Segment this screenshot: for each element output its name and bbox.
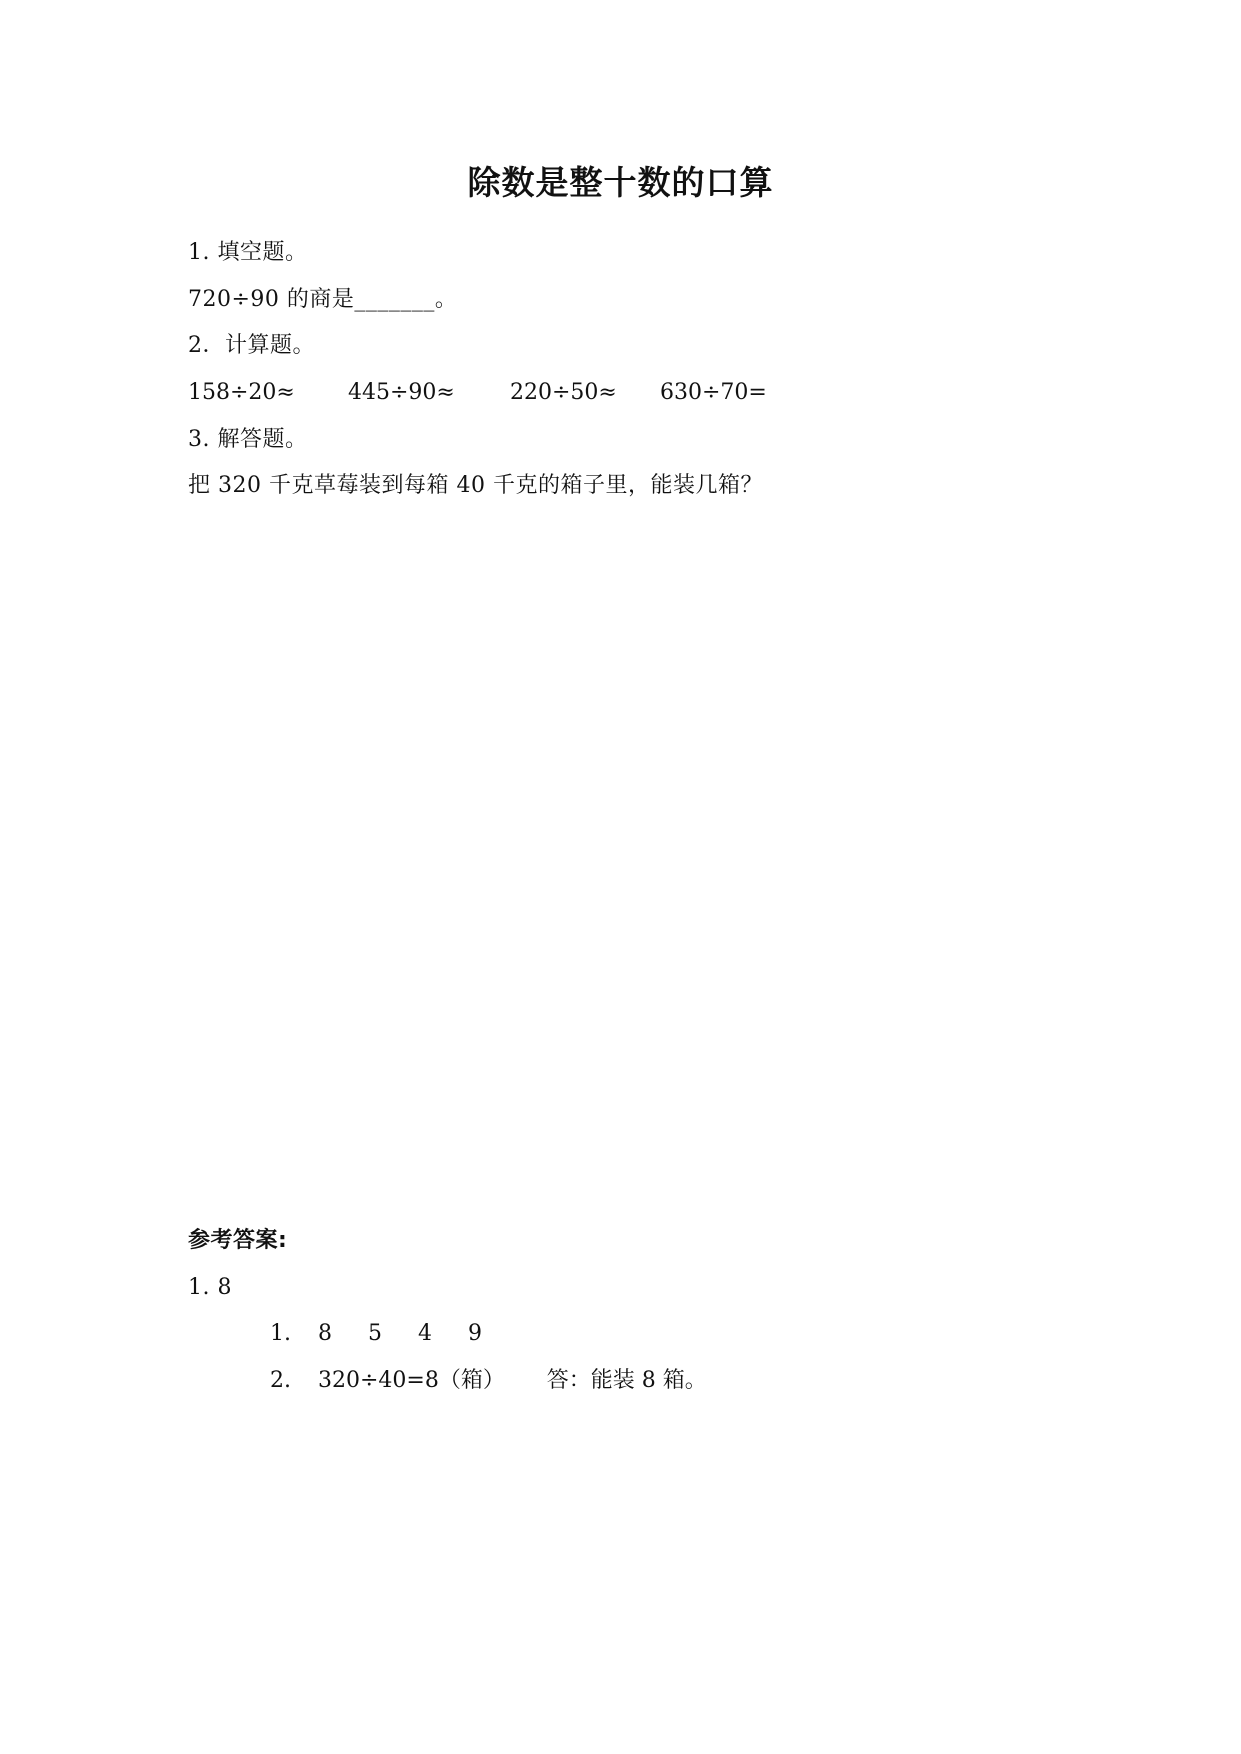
page-title: 除数是整十数的口算 — [467, 163, 774, 202]
calc-item-1: 158÷20≈ — [188, 380, 295, 405]
question-1-heading: 1. 填空题。 — [188, 240, 308, 265]
calc-item-3: 220÷50≈ — [510, 380, 617, 405]
answer-2 — [270, 1323, 518, 1345]
question-1-text: 720÷90 的商是_______。 — [188, 287, 458, 312]
answer-2-value-3: 4 — [418, 1321, 432, 1346]
answer-1: 1. 8 — [188, 1275, 232, 1300]
calc-item-2: 445÷90≈ — [348, 380, 455, 405]
question-3-heading: 3. 解答题。 — [188, 427, 308, 452]
question-2-items — [188, 382, 767, 404]
answer-2-number: 1. — [270, 1321, 291, 1346]
question-2-heading: 2．计算题。 — [188, 333, 315, 358]
answers-heading: 参考答案: — [188, 1228, 288, 1253]
answer-3-text: 320÷40=8（箱） 答：能装 8 箱。 — [318, 1368, 707, 1393]
answer-2-value-4: 9 — [468, 1321, 482, 1346]
answer-2-value-1: 8 — [318, 1321, 332, 1346]
question-3-text: 把 320 千克草莓装到每箱 40 千克的箱子里，能装几箱？ — [188, 473, 763, 498]
answer-3 — [270, 1370, 707, 1392]
answer-2-value-2: 5 — [368, 1321, 382, 1346]
answer-3-number: 2. — [270, 1368, 291, 1393]
calc-item-4: 630÷70= — [660, 380, 767, 405]
